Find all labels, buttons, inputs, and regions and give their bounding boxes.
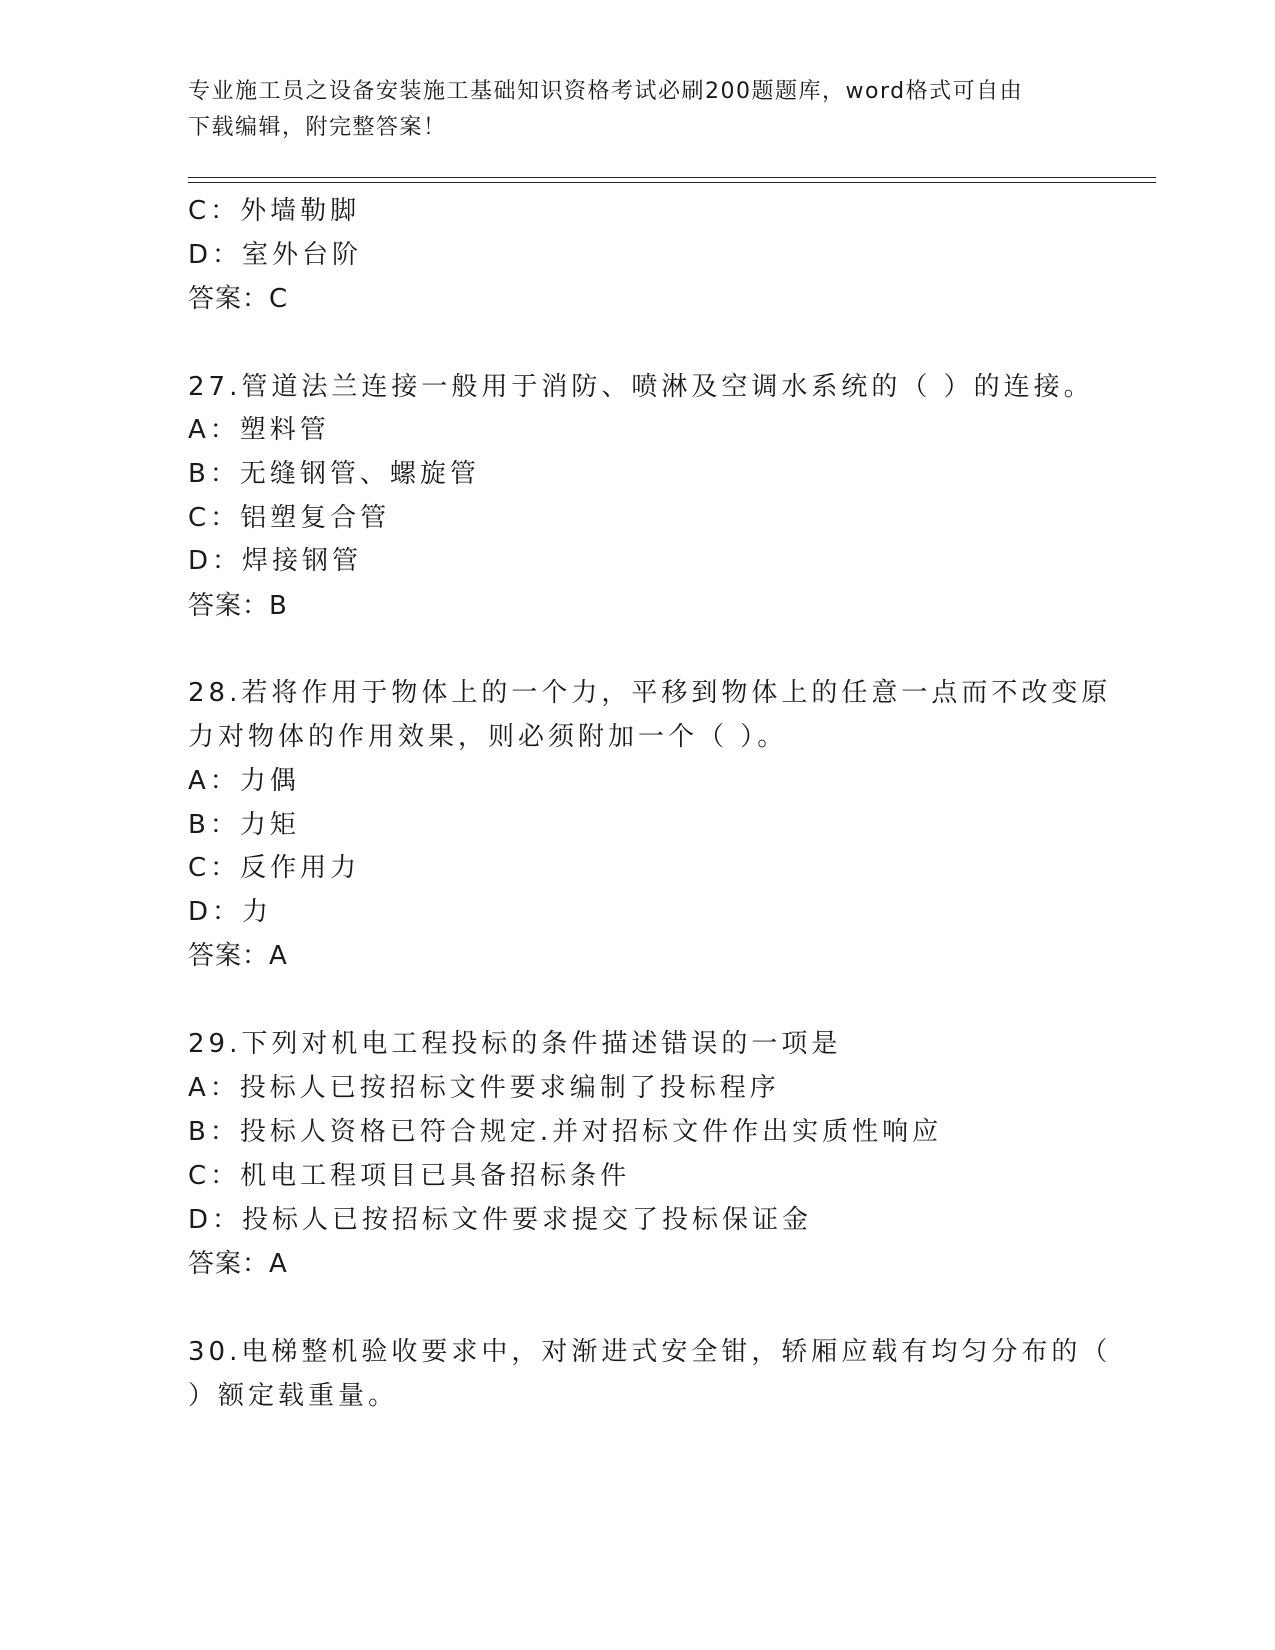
answer-line: 答案：A — [188, 941, 288, 971]
option-a: A：塑料管 — [188, 415, 330, 445]
option-c: C：反作用力 — [188, 853, 361, 883]
question-28: 28.若将作用于物体上的一个力，平移到物体上的任意一点而不改变原 — [188, 678, 1112, 708]
option-b: B：力矩 — [188, 810, 300, 840]
question-30: 30.电梯整机验收要求中，对渐进式安全钳，轿厢应载有均匀分布的（ — [188, 1337, 1112, 1367]
option-d: D：投标人已按招标文件要求提交了投标保证金 — [188, 1205, 813, 1235]
option-d: D：室外台阶 — [188, 240, 363, 270]
option-c: C：机电工程项目已具备招标条件 — [188, 1161, 631, 1191]
option-a: A：投标人已按招标文件要求编制了投标程序 — [188, 1073, 780, 1103]
header-line-1: 专业施工员之设备安装施工基础知识资格考试必刷200题题库，word格式可自由 — [188, 79, 1024, 104]
answer-line: 答案：C — [188, 284, 289, 314]
option-d: D：力 — [188, 897, 273, 927]
question-27: 27.管道法兰连接一般用于消防、喷淋及空调水系统的（ ）的连接。 — [188, 372, 1094, 402]
answer-line: 答案：A — [188, 1249, 288, 1279]
header-divider-top — [188, 177, 1156, 178]
option-a: A：力偶 — [188, 766, 300, 796]
answer-line: 答案：B — [188, 591, 288, 621]
option-c: C：铝塑复合管 — [188, 503, 391, 533]
question-29: 29.下列对机电工程投标的条件描述错误的一项是 — [188, 1029, 842, 1059]
option-c: C：外墙勒脚 — [188, 196, 361, 226]
page-header — [188, 74, 1088, 146]
option-d: D：焊接钢管 — [188, 546, 363, 576]
header-line-2: 下载编辑，附完整答案！ — [188, 115, 447, 140]
header-divider-bottom — [188, 182, 1156, 183]
question-28-cont: 力对物体的作用效果，则必须附加一个（ ）。 — [188, 722, 788, 752]
option-b: B：投标人资格已符合规定.并对招标文件作出实质性响应 — [188, 1117, 943, 1147]
question-30-cont: ）额定载重量。 — [188, 1381, 399, 1411]
option-b: B：无缝钢管、螺旋管 — [188, 459, 480, 489]
